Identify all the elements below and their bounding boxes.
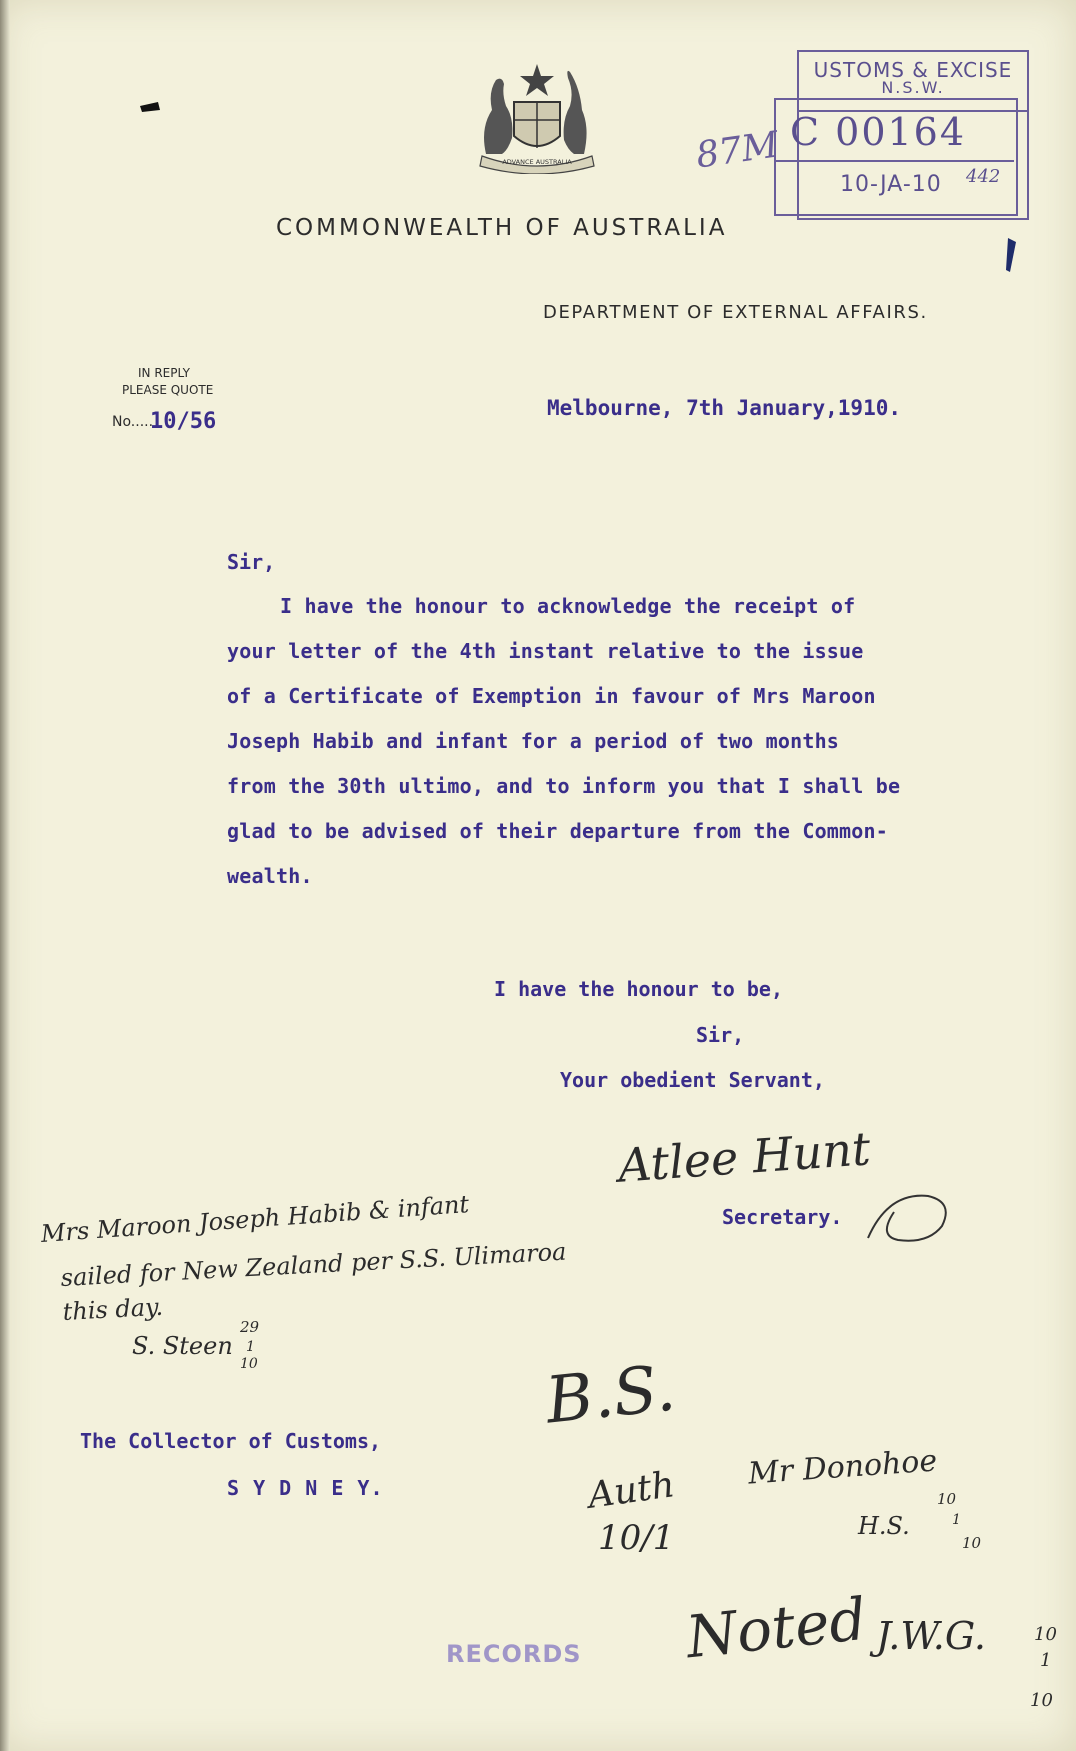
donohoe-date-num: 10 bbox=[937, 1490, 957, 1508]
auth-note: Auth bbox=[585, 1464, 678, 1517]
donohoe-date-den: 10 bbox=[962, 1534, 982, 1552]
donohoe-date-mid: 1 bbox=[952, 1512, 961, 1528]
stamp-divider bbox=[774, 160, 1014, 162]
note-line2: sailed for New Zealand per S.S. Ulimaroa bbox=[60, 1237, 567, 1292]
note-line1: Mrs Maroon Joseph Habib & infant bbox=[40, 1190, 470, 1248]
in-reply-label: IN REPLY bbox=[138, 366, 190, 380]
addressee-line2: S Y D N E Y. bbox=[227, 1476, 384, 1500]
stamp-date: 10-JA-10 bbox=[840, 172, 942, 197]
signatory-title: Secretary. bbox=[722, 1205, 843, 1229]
department-name: DEPARTMENT OF EXTERNAL AFFAIRS. bbox=[543, 302, 928, 323]
addressee-line1: The Collector of Customs, bbox=[80, 1429, 382, 1453]
noted-date-num: 10 bbox=[1034, 1624, 1057, 1645]
body-line: glad to be advised of their departure from the Common- bbox=[227, 819, 889, 843]
note-date-den: 10 bbox=[240, 1356, 258, 1372]
records-stamp: RECORDS bbox=[446, 1640, 582, 1668]
coat-of-arms-icon bbox=[462, 58, 612, 174]
noted-date-mid: 1 bbox=[1040, 1650, 1052, 1671]
noted-initials: J.W.G. bbox=[876, 1614, 986, 1658]
note-date-mid: 1 bbox=[246, 1339, 255, 1355]
body-line: of a Certificate of Exemption in favour of Mrs Maroon bbox=[227, 684, 876, 708]
please-quote-label: PLEASE QUOTE bbox=[122, 383, 214, 397]
closing-line2: Sir, bbox=[696, 1023, 745, 1047]
body-line: from the 30th ultimo, and to inform you that I shall be bbox=[227, 774, 901, 798]
closing-line1: I have the honour to be, bbox=[494, 977, 783, 1001]
closing-line3: Your obedient Servant, bbox=[560, 1068, 825, 1092]
signature: Atlee Hunt bbox=[616, 1121, 873, 1193]
donohoe-note: Mr Donohoe bbox=[747, 1443, 939, 1492]
blue-ink-tick-icon bbox=[1000, 236, 1020, 274]
donohoe-initials: H.S. bbox=[858, 1512, 910, 1540]
noted-date-den: 10 bbox=[1030, 1690, 1053, 1711]
ink-mark-icon bbox=[138, 100, 162, 114]
body-line: Joseph Habib and infant for a period of two months bbox=[227, 729, 840, 753]
noted-note: Noted bbox=[682, 1584, 870, 1672]
note-date-num: 29 bbox=[240, 1318, 260, 1336]
stamp-line2: N.S.W. bbox=[881, 78, 945, 97]
body-line: your letter of the 4th instant relative to the issue bbox=[227, 639, 864, 663]
svg-text:ADVANCE AUSTRALIA: ADVANCE AUSTRALIA bbox=[502, 158, 572, 166]
auth-date: 10/1 bbox=[598, 1518, 675, 1558]
letterhead-title: COMMONWEALTH OF AUSTRALIA bbox=[276, 215, 728, 241]
stamp-line1: USTOMS & EXCISE bbox=[813, 58, 1013, 82]
reference-no-label: No..... bbox=[112, 414, 154, 430]
page-edge bbox=[0, 0, 10, 1751]
body-line: I have the honour to acknowledge the receipt of bbox=[280, 594, 856, 618]
place-date: Melbourne, 7th January,1910. bbox=[547, 396, 902, 420]
stamp-number: C 00164 bbox=[790, 110, 967, 154]
note-line3: this day. bbox=[62, 1292, 164, 1326]
secretary-initials-icon bbox=[858, 1182, 958, 1252]
body-line: wealth. bbox=[227, 864, 313, 888]
reference-no-value: 10/56 bbox=[150, 409, 217, 434]
initials-bs: B.S. bbox=[542, 1351, 679, 1439]
note-signature: S. Steen bbox=[132, 1332, 233, 1360]
salutation: Sir, bbox=[227, 550, 276, 574]
stamp-extra: 442 bbox=[966, 166, 1001, 187]
margin-note: 87M bbox=[693, 124, 782, 177]
